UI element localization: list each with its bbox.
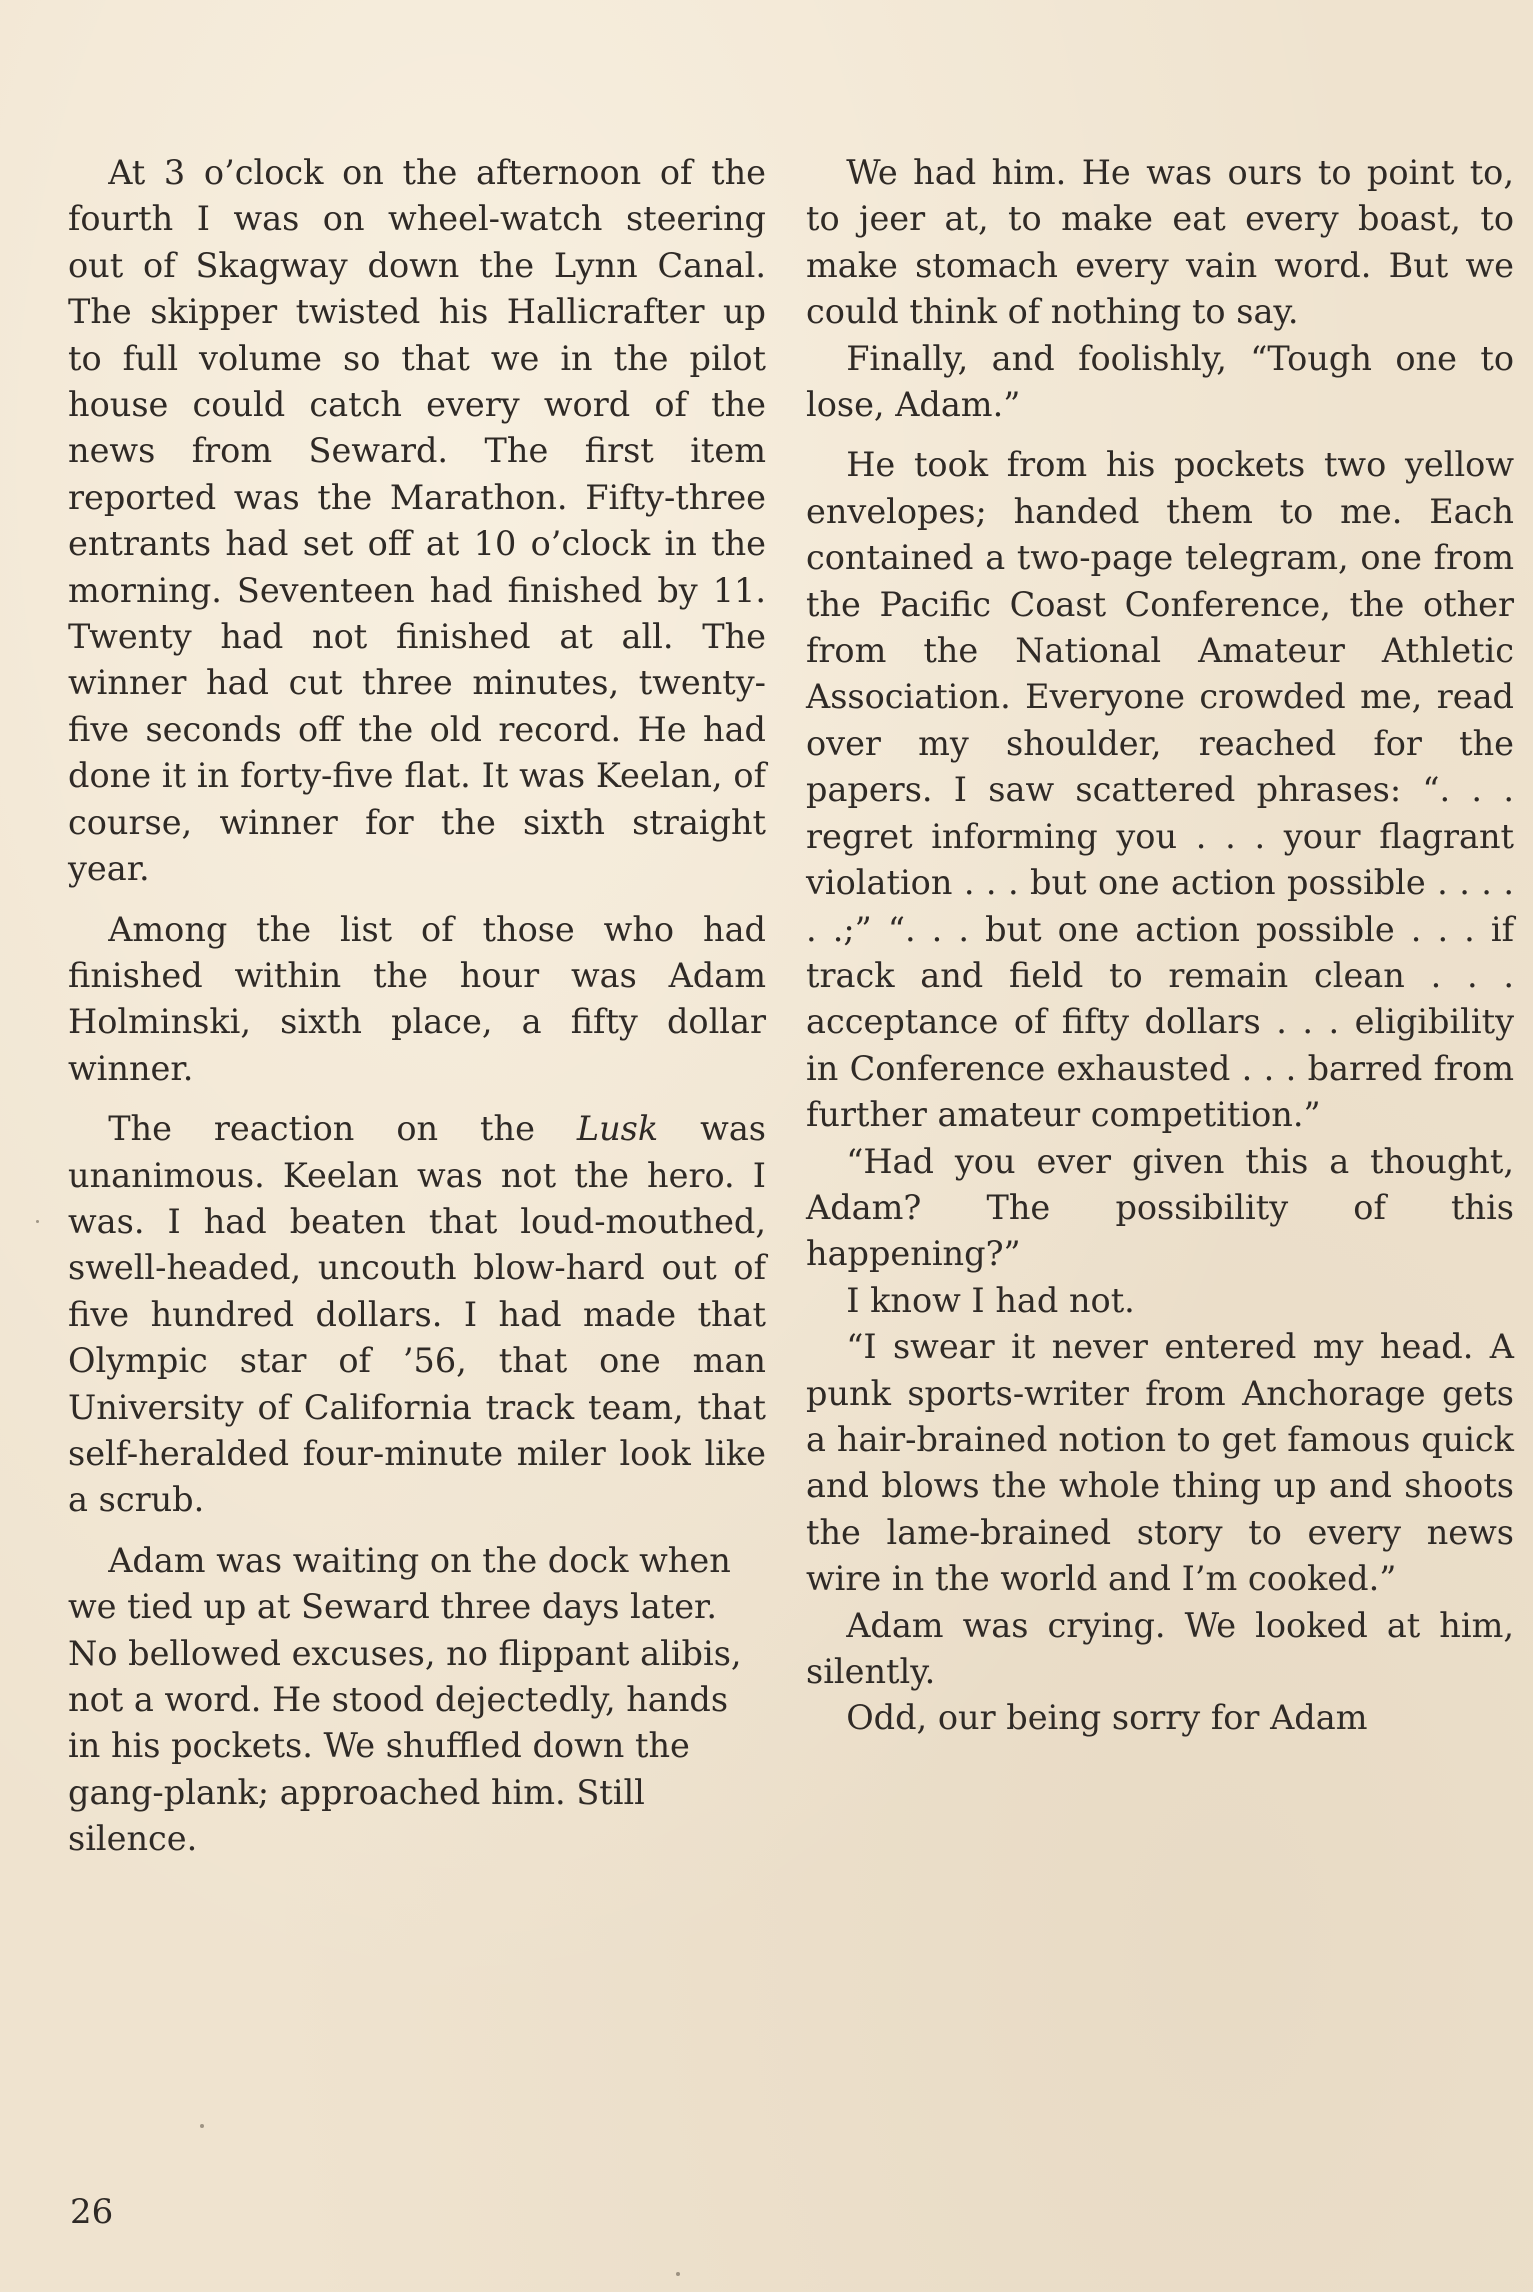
paragraph: Adam was waiting on the dock when we tied up at Seward three days later. No bellowed excuses, no flippant alibis, not a word. He stood dejectedly, hands in his pockets. We shuffled down the gang-plank; approached him. Still silence. [68, 1540, 742, 1859]
paragraph: Finally, and foolishly, “Tough one to lose, Adam.” [806, 338, 1514, 425]
paper-speck [676, 2272, 680, 2276]
left-column [68, 150, 766, 1863]
right-column [806, 150, 1514, 1742]
paragraph: Among the list of those who had finished within the hour was Adam Holminski, sixth place, a fifty dollar winner. [68, 909, 766, 1088]
ship-name: Lusk [576, 1109, 659, 1149]
paragraph [68, 1106, 766, 1524]
paragraph: He took from his pockets two yellow envelopes; handed them to me. Each contained a two-page telegram, one from the Pacific Coast Conference, the other from the National Amateur Athletic Association. Everyone crowded me, read over my shoulder, reached for the papers. I saw scattered phrases: “. . . regret informing you . . . your flagrant violation . . . but one action possible . . . . . .;” “. . . but one action possible . . . if track and field to remain clean . . . acceptance of fifty dollars . . . eligibility in Conference exhausted . . . barred from further amateur competition.” [806, 445, 1514, 1135]
paragraph: I know I had not. [846, 1280, 1135, 1320]
text-run: was unanimous. Keelan was not the hero. I was. I had beaten that loud-mouthed, swell-headed, uncouth blow-hard out of five hundred dollars. I had made that Olympic star of ’56, that one man University of California track team, that self-heralded four-minute miler look like a scrub. [68, 1109, 766, 1520]
paragraph: Odd, our being sorry for Adam [846, 1698, 1368, 1738]
page-number: 26 [70, 2192, 114, 2232]
paper-speck [200, 2124, 204, 2128]
paragraph: “Had you ever given this a thought, Adam? The possibility of this happening?” [806, 1141, 1514, 1274]
paragraph: We had him. He was ours to point to, to jeer at, to make eat every boast, to make stomach every vain word. But we could think of nothing to say. [806, 153, 1514, 332]
paragraph: “I swear it never entered my head. A punk sports-writer from Anchorage gets a hair-brained notion to get famous quick and blows the whole thing up and shoots the lame-brained story to every news wire in the world and I’m cooked.” [806, 1327, 1514, 1599]
paragraph: At 3 o’clock on the afternoon of the fourth I was on wheel-watch steering out of Skagway down the Lynn Canal. The skipper twisted his Hallicrafter up to full volume so that we in the pilot house could catch every word of the news from Seward. The first item reported was the Marathon. Fifty-three entrants had set off at 10 o’clock in the morning. Seventeen had finished by 11. Twenty had not finished at all. The winner had cut three minutes, twenty-five seconds off the old record. He had done it in forty-five flat. It was Keelan, of course, winner for the sixth straight year. [68, 153, 766, 889]
paper-speck [36, 1220, 39, 1223]
paragraph: Adam was crying. We looked at him, silently. [806, 1605, 1514, 1691]
text-run: The reaction on the [108, 1109, 577, 1149]
